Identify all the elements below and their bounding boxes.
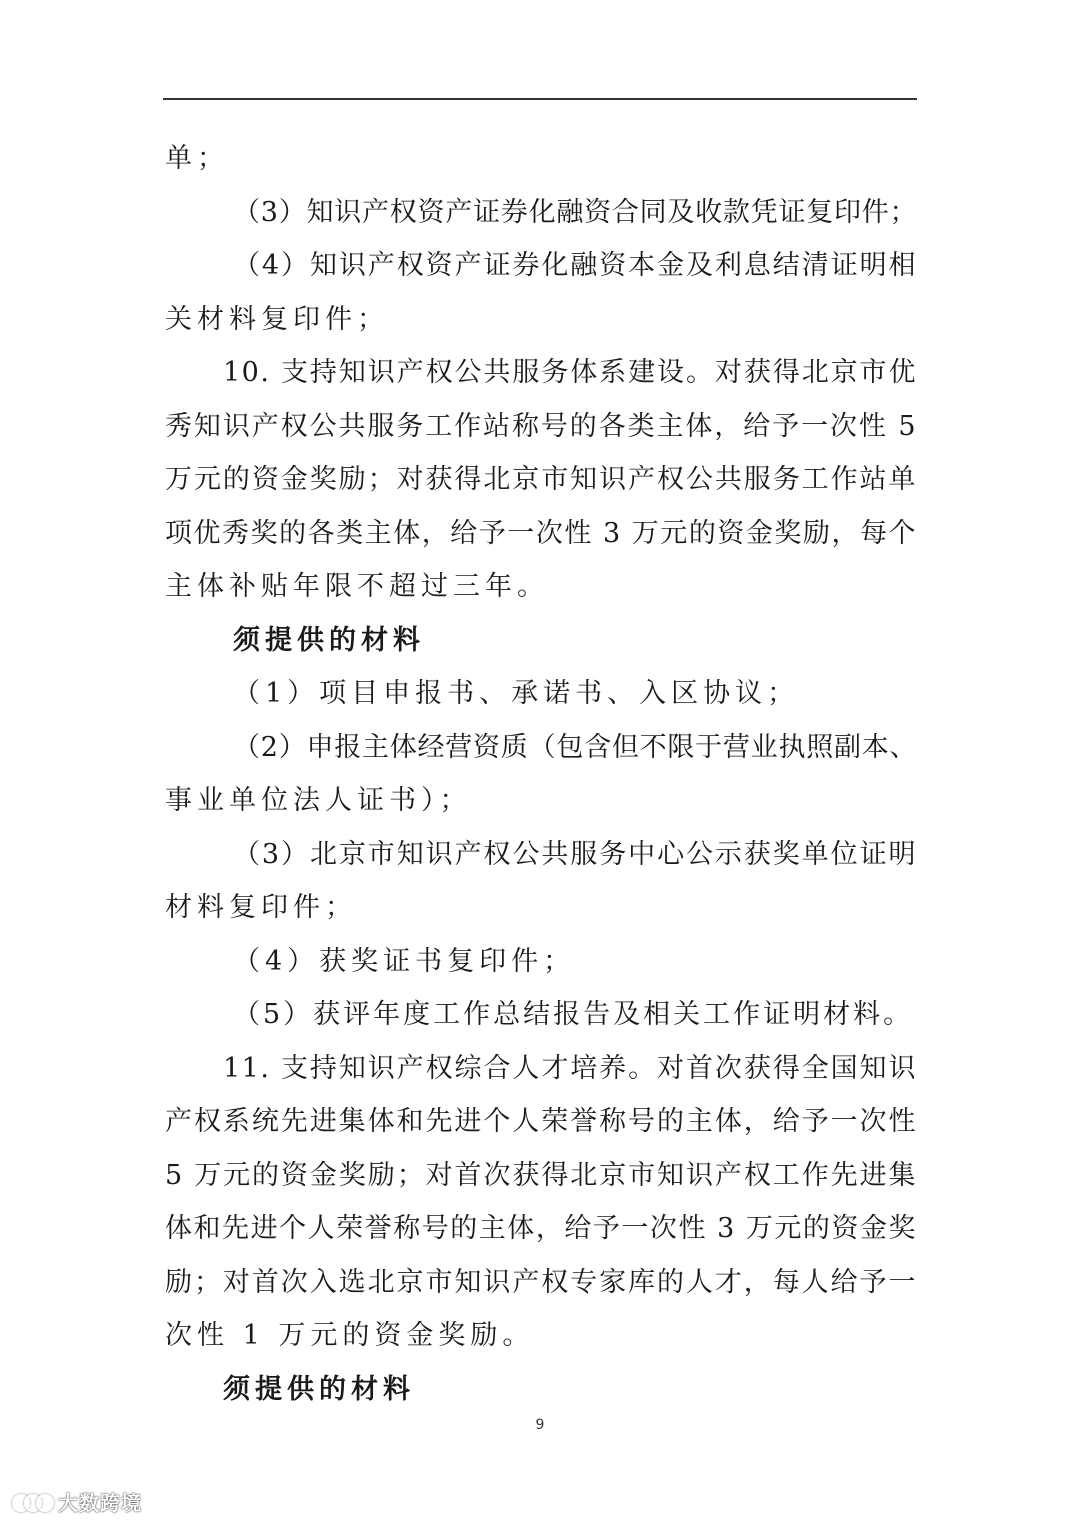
materials-heading: 须提供的材料	[233, 624, 425, 656]
materials-heading: 须提供的材料	[223, 1373, 415, 1405]
watermark-text: 大数跨境	[58, 1490, 142, 1515]
list-item: （1）项目申报书、承诺书、入区协议；	[233, 678, 800, 709]
list-item: （4）获奖证书复印件；	[233, 945, 576, 977]
header-rule	[163, 98, 917, 100]
list-item: （3）知识产权资产证券化融资合同及收款凭证复印件；	[233, 196, 917, 228]
text-line: 单；	[165, 143, 229, 174]
text-line: 次性 1 万元的资金奖励。	[165, 1320, 535, 1351]
text-line: 产权系统先进集体和先进个人荣誉称号的主体，给予一次性	[165, 1106, 917, 1137]
document-body	[165, 132, 917, 1416]
list-item: （3）北京市知识产权公共服务中心公示获奖单位证明	[233, 838, 917, 870]
text-line: 体和先进个人荣誉称号的主体，给予一次性 3 万元的资金奖	[165, 1213, 917, 1244]
text-line: 材料复印件；	[165, 892, 357, 923]
text-line: 万元的资金奖励；对获得北京市知识产权公共服务工作站单	[165, 464, 917, 495]
list-item: （5）获评年度工作总结报告及相关工作证明材料。	[233, 999, 914, 1030]
three-rings-logo-icon	[12, 1488, 52, 1514]
list-item: （2）申报主体经营资质（包含但不限于营业执照副本、	[233, 731, 917, 763]
page-number: 9	[535, 1417, 545, 1433]
section-paragraph-11: 11. 支持知识产权综合人才培养。对首次获得全国知识	[223, 1052, 917, 1084]
text-line: 事业单位法人证书）；	[165, 785, 472, 816]
text-line: 项优秀奖的各类主体，给予一次性 3 万元的资金奖励，每个	[165, 517, 917, 549]
text-line: 5 万元的资金奖励；对首次获得北京市知识产权工作先进集	[165, 1159, 917, 1191]
list-item: （4）知识产权资产证券化融资本金及利息结清证明相	[233, 250, 917, 281]
text-line: 励；对首次入选北京市知识产权专家库的人才，每人给予一	[165, 1266, 917, 1298]
text-line: 主体补贴年限不超过三年。	[165, 571, 549, 602]
section-paragraph-10: 10. 支持知识产权公共服务体系建设。对获得北京市优	[223, 357, 917, 388]
text-line: 秀知识产权公共服务工作站称号的各类主体，给予一次性 5	[165, 410, 917, 442]
text-line: 关材料复印件；	[165, 303, 389, 335]
watermark	[12, 1486, 142, 1516]
